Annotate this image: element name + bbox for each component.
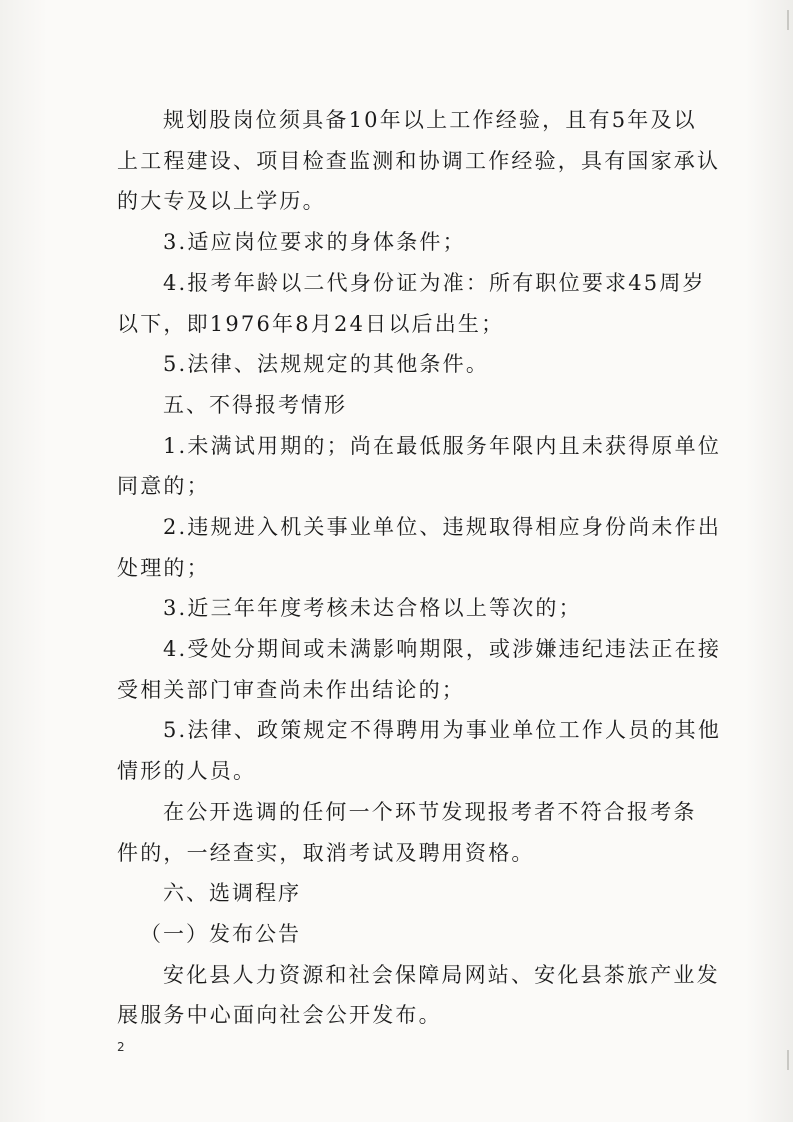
- body-text-line: 2.违规进入机关事业单位、违规取得相应身份尚未作出: [163, 515, 722, 539]
- body-text-line: 上工程建设、项目检查监测和协调工作经验，具有国家承认: [117, 149, 721, 173]
- scan-edge-mark: [787, 1050, 789, 1070]
- body-text-line: 的大专及以上学历。: [117, 189, 326, 213]
- body-text-line: 展服务中心面向社会公开发布。: [117, 1003, 442, 1027]
- body-text-line: 3.近三年年度考核未达合格以上等次的；: [163, 596, 582, 620]
- body-text-line: 情形的人员。: [117, 759, 257, 783]
- body-text-line: 1.未满试用期的；尚在最低服务年限内且未获得原单位: [163, 434, 722, 458]
- page-number: 2: [117, 1040, 125, 1054]
- body-text-line: 处理的；: [117, 556, 210, 580]
- body-text-line: 3.适应岗位要求的身体条件；: [163, 230, 466, 254]
- body-text-line: 4.受处分期间或未满影响期限，或涉嫌违纪违法正在接: [163, 637, 722, 661]
- body-text-line: 5.法律、法规规定的其他条件。: [163, 352, 490, 376]
- body-text-line: 5.法律、政策规定不得聘用为事业单位工作人员的其他: [163, 718, 722, 742]
- body-text-line: 以下，即1976年8月24日以后出生；: [117, 312, 505, 336]
- section-heading-6: 六、选调程序: [163, 881, 301, 905]
- section-heading-5: 五、不得报考情形: [163, 393, 347, 417]
- scan-edge-mark: [787, 10, 789, 30]
- subsection-heading: （一）发布公告: [140, 922, 301, 946]
- body-text-line: 规划股岗位须具备10年以上工作经验，且有5年及以: [163, 108, 697, 132]
- body-text-line: 安化县人力资源和社会保障局网站、安化县茶旅产业发: [163, 963, 720, 987]
- body-text-line: 在公开选调的任何一个环节发现报考者不符合报考条: [163, 800, 697, 824]
- body-text-line: 同意的；: [117, 474, 210, 498]
- body-text-line: 4.报考年龄以二代身份证为准：所有职位要求45周岁: [163, 271, 706, 295]
- body-text-line: 件的，一经查实，取消考试及聘用资格。: [117, 841, 535, 865]
- body-text-line: 受相关部门审查尚未作出结论的；: [117, 678, 465, 702]
